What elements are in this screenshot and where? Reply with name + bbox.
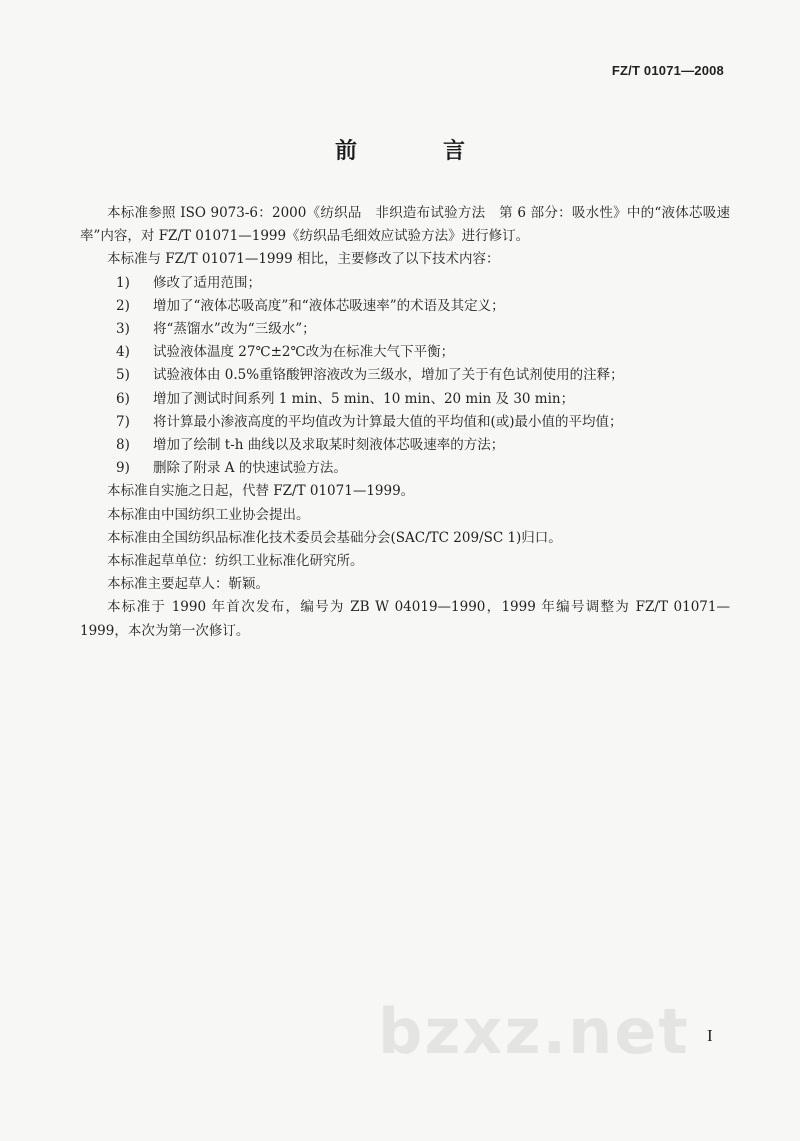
list-item-text: 试验液体温度 27℃±2℃改为在标准大气下平衡；: [153, 344, 455, 361]
page-number: I: [707, 1026, 713, 1045]
list-item-text: 删除了附录 A 的快速试验方法。: [153, 460, 347, 477]
paragraph-reference: 本标准参照 ISO 9073-6：2000《纺织品 非织造布试验方法 第 6 部分：吸水性》中的“液体芯吸速率”内容，对 FZ/T 01071—1999《纺织品毛细效应试验方法》进行修订。: [80, 205, 730, 245]
list-item-number: 7): [116, 413, 130, 430]
list-item-number: 3): [116, 321, 130, 338]
list-item: [80, 457, 730, 480]
list-item: [80, 318, 730, 341]
paragraph-drafting-unit: 本标准起草单位：纺织工业标准化研究所。: [107, 553, 364, 570]
list-item: [80, 295, 730, 318]
foreword-body: [80, 202, 730, 643]
changes-list: [80, 272, 730, 481]
standard-code: FZ/T 01071—2008: [611, 63, 724, 78]
list-item-number: 2): [116, 297, 130, 314]
list-item-number: 1): [116, 274, 130, 291]
list-item-number: 9): [116, 460, 130, 477]
list-item-number: 4): [116, 344, 130, 361]
watermark: bzxz.net: [378, 995, 690, 1068]
list-item-text: 增加了“液体芯吸高度”和“液体芯吸速率”的术语及其定义；: [153, 297, 505, 314]
list-item: [80, 434, 730, 457]
list-item-text: 增加了测试时间系列 1 min、5 min、10 min、20 min 及 30 min；: [153, 390, 575, 407]
paragraph-replaces: 本标准自实施之日起，代替 FZ/T 01071—1999。: [107, 483, 415, 500]
list-item-number: 8): [116, 437, 130, 454]
paragraph-history: 本标准于 1990 年首次发布，编号为 ZB W 04019—1990，1999 年编号调整为 FZ/T 01071—1999，本次为第一次修订。: [80, 599, 730, 639]
list-item-text: 修改了适用范围；: [153, 274, 261, 291]
page-title: 前 言: [334, 139, 497, 164]
list-item-text: 将“蒸馏水”改为“三级水”；: [153, 321, 316, 338]
list-item: [80, 388, 730, 411]
list-item: [80, 411, 730, 434]
list-item-text: 将计算最小渗液高度的平均值改为计算最大值的平均值和(或)最小值的平均值；: [153, 413, 623, 430]
paragraph-proposer: 本标准由中国纺织工业协会提出。: [107, 506, 310, 523]
list-item-text: 增加了绘制 t-h 曲线以及求取某时刻液体芯吸速率的方法；: [153, 437, 505, 454]
list-item-number: 6): [116, 390, 130, 407]
list-item: [80, 364, 730, 387]
paragraph-changes-intro: 本标准与 FZ/T 01071—1999 相比，主要修改了以下技术内容：: [107, 251, 500, 268]
list-item-number: 5): [116, 367, 130, 384]
list-item-text: 试验液体由 0.5%重铬酸钾溶液改为三级水，增加了关于有色试剂使用的注释；: [153, 367, 624, 384]
paragraph-committee: 本标准由全国纺织品标准化技术委员会基础分会(SAC/TC 209/SC 1)归口。: [107, 529, 562, 546]
list-item: [80, 272, 730, 295]
paragraph-drafters: 本标准主要起草人：靳颖。: [107, 576, 269, 593]
list-item: [80, 341, 730, 364]
